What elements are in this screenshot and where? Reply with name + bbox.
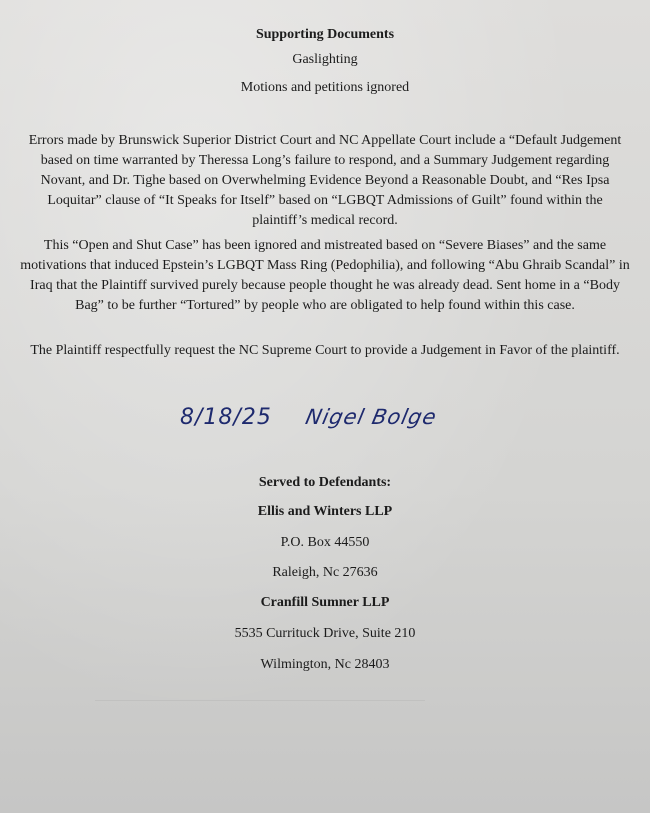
defendant-firm-2: Cranfill Sumner LLP (260, 595, 390, 610)
subheading-motions: Motions and petitions ignored (240, 80, 410, 95)
paragraph-request: The Plaintiff respectfully request the NC Supreme Court to provide a Judgement in Favor of the plaintiff. (30, 343, 620, 358)
defendant-firm-1-address-line-1: P.O. Box 44550 (280, 535, 370, 550)
signature-name: Nigel Bolge (303, 405, 440, 429)
defendant-firm-2-address-line-2: Wilmington, Nc 28403 (260, 657, 390, 672)
handwritten-signature (180, 405, 440, 430)
served-title: Served to Defendants: (258, 475, 392, 490)
defendant-firm-2-address-line-1: 5535 Currituck Drive, Suite 210 (234, 626, 416, 641)
defendant-firm-1-address-line-2: Raleigh, Nc 27636 (272, 565, 378, 580)
signature-date: 8/18/25 (180, 405, 272, 430)
defendant-firm-1: Ellis and Winters LLP (257, 504, 393, 519)
show-through-divider (95, 700, 425, 701)
subheading-gaslighting: Gaslighting (292, 52, 358, 67)
paragraph-open-and-shut: This “Open and Shut Case” has been ignored and mistreated based on “Severe Biases” and the same motivations that induced Epstein’s LGBQT Mass Ring (Pedophilia), and following “Abu Ghraib Scandal” in Iraq that the Plaintiff survived purely because people thought he was already dead. Sent home in a “Body Bag” to be further “Tortured” by people who are obligated to help found within this case. (20, 238, 630, 313)
document-heading: Supporting Documents (255, 27, 395, 42)
paragraph-errors: Errors made by Brunswick Superior District Court and NC Appellate Court include a “Default Judgement based on time warranted by Theressa Long’s failure to respond, and a Summary Judgement regarding Novant, and Dr. Tighe based on Overwhelming Evidence Beyond a Reasonable Doubt, and “Res Ipsa Loquitar” clause of “It Speaks for Itself” based on “LGBQT Admissions of Guilt” found within the plaintiff’s medical record. (28, 133, 622, 228)
